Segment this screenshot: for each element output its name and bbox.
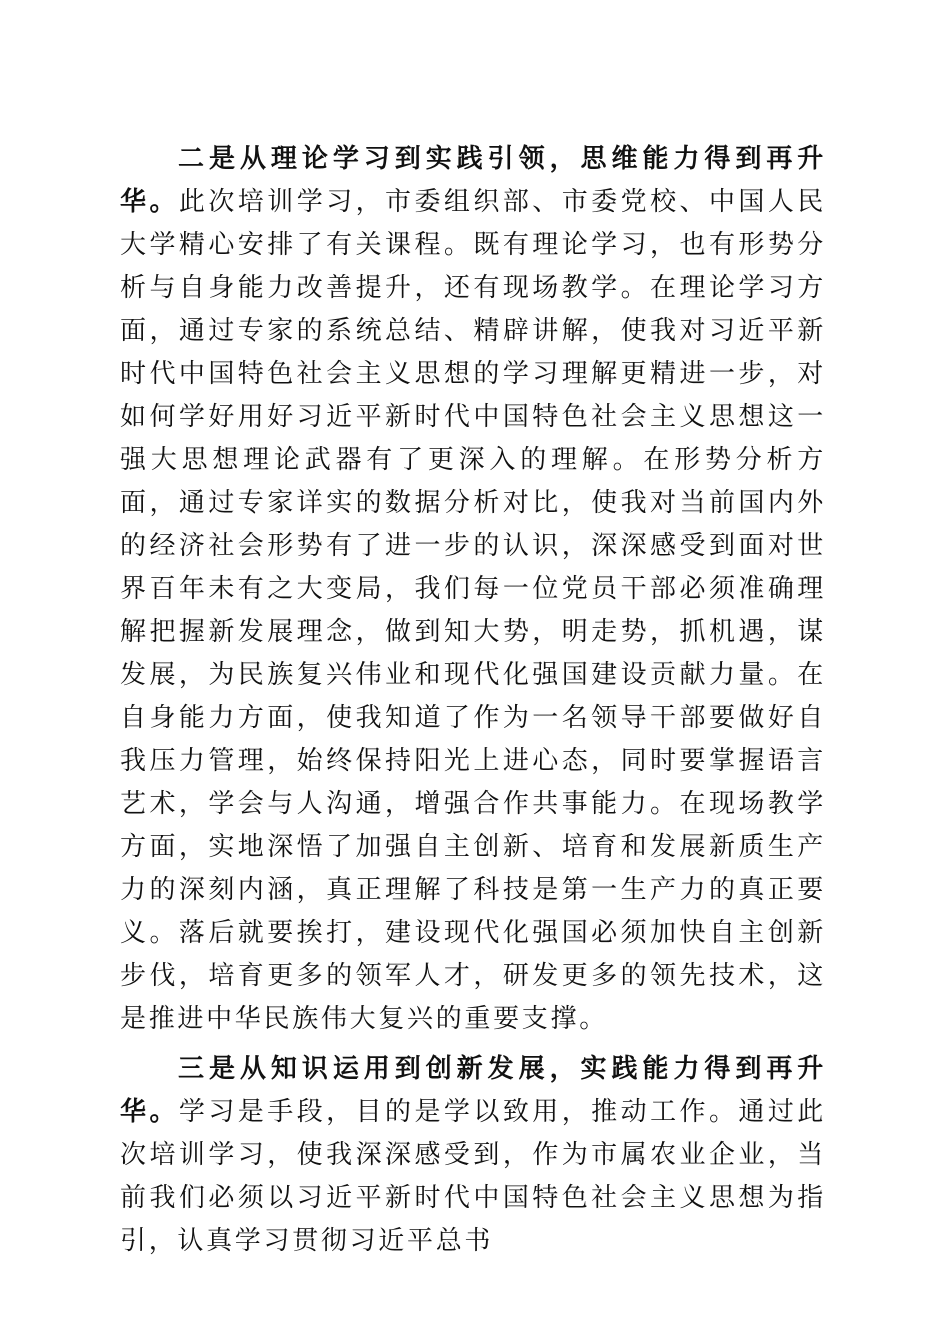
- paragraph-text: 此次培训学习，市委组织部、市委党校、中国人民大学精心安排了有关课程。既有理论学习，也有形势分析与自身能力改善提升，还有现场教学。在理论学习方面，通过专家的系统总结、精辟讲解，使我对习近平新时代中国特色社会主义思想的学习理解更精进一步，对如何学好用好习近平新时代中国特色社会主义思想这一强大思想理论武器有了更深入的理解。在形势分析方面，通过专家详实的数据分析对比，使我对当前国内外的经济社会形势有了进一步的认识，深深感受到面对世界百年未有之大变局，我们每一位党员干部必须准确理解把握新发展理念，做到知大势，明走势，抓机遇，谋发展，为民族复兴伟业和现代化强国建设贡献力量。在自身能力方面，使我知道了作为一名领导干部要做好自我压力管理，始终保持阳光上进心态，同时要掌握语言艺术，学会与人沟通，增强合作共事能力。在现场教学方面，实地深悟了加强自主创新、培育和发展新质生产力的深刻内涵，真正理解了科技是第一生产力的真正要义。落后就要挨打，建设现代化强国必须加快自主创新步伐，培育更多的领军人才，研发更多的领先技术，这是推进中华民族伟大复兴的重要支撑。: [120, 187, 826, 1034]
- paragraph-practice-guidance: [120, 138, 826, 1041]
- document-body: [120, 138, 826, 1270]
- paragraph-lead-heading: 二是从理论学习到实践引领，思维能力得到再升华。: [120, 144, 826, 217]
- paragraph-innovation-development: [120, 1048, 826, 1263]
- paragraph-lead-heading: 三是从知识运用到创新发展，实践能力得到再升华。: [120, 1054, 826, 1127]
- paragraph-text: 学习是手段，目的是学以致用，推动工作。通过此次培训学习，使我深深感受到，作为市属农业企业，当前我们必须以习近平新时代中国特色社会主义思想为指引，认真学习贯彻习近平总书: [120, 1097, 826, 1256]
